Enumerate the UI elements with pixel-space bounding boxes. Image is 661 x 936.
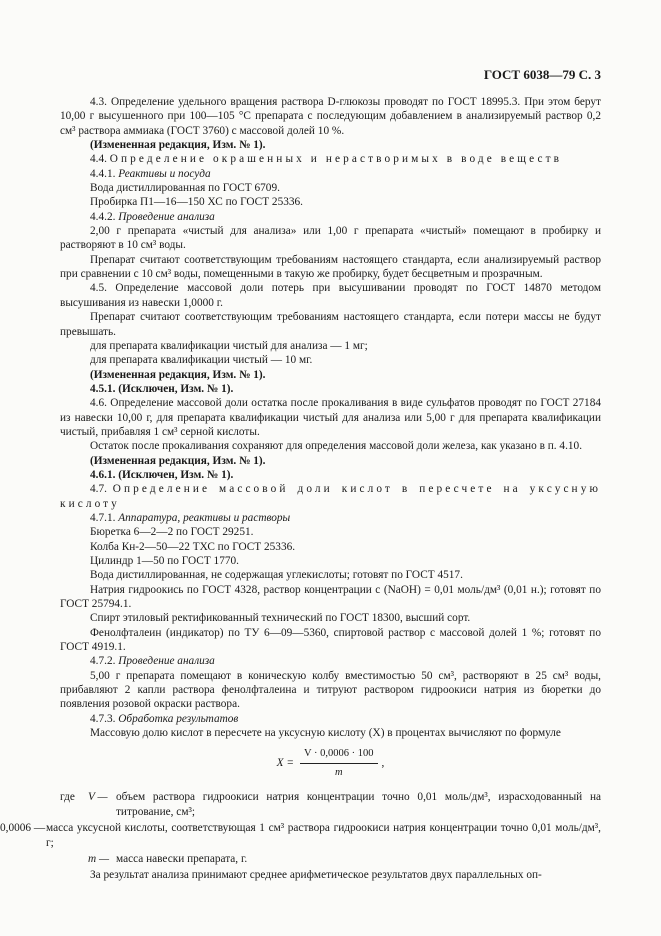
paragraph: 5,00 г препарата помещают в коническую колбу вместимостью 50 см³, растворяют в 25 см³ воды, прибавляют 2 капли раствора фенолфталеина и титруют раствором гидроокиси натрия из бюретки до появления розовой окраски раствора. (60, 669, 601, 711)
list-item: для препарата квалификации чистый для анализа — 1 мг; (90, 339, 368, 352)
reagent-item: Бюретка 6—2—2 по ГОСТ 29251. (90, 526, 254, 539)
section-4-5: 4.5. Определение массовой доли потерь при высушивании проводят по ГОСТ 14870 методом высушивания из навески 1,0000 г. (60, 282, 601, 309)
document-body (0, 95, 601, 883)
definition-symbol: 0,0006 — (0, 822, 46, 835)
reagent-item: Цилиндр 1—50 по ГОСТ 1770. (90, 555, 239, 567)
revision-note: (Измененная редакция, Изм. № 1). (90, 454, 266, 467)
formula-numerator: V · 0,0006 · 100 (300, 747, 378, 764)
reagent-item: Натрия гидроокись по ГОСТ 4328, раствор концентрации с (NaOH) = 0,01 моль/дм³ (0,01 н.); готовят по ГОСТ 25794.1. (60, 583, 601, 611)
paragraph: Остаток после прокаливания сохраняют для определения массовой доли железа, как указано в п. 4.10. (90, 440, 583, 453)
reagent-item: Спирт этиловый ректификованный технический по ГОСТ 18300, высший сорт. (90, 612, 471, 625)
formula-denominator: m (334, 766, 343, 778)
formula (60, 742, 601, 784)
section-4-7-heading (60, 482, 601, 511)
section-4-6-1: 4.6.1. (Исключен, Изм. № 1). (90, 468, 234, 481)
section-4-7-2-heading (60, 654, 601, 668)
section-number: 4.7.2. (90, 655, 116, 668)
section-number: 4.4. (90, 153, 107, 166)
section-title: Проведение анализа (118, 655, 215, 668)
page-header: ГОСТ 6038—79 С. 3 (483, 67, 601, 82)
section-number: 4.4.2. (90, 210, 116, 223)
section-title: Определение массовой доли кислот в пересчете на уксусную кислоту (60, 483, 601, 510)
section-number: 4.7.3. (90, 712, 116, 725)
definition-text: масса уксусной кислоты, соответствующая 1 см³ раствора гидроокиси натрия концентрации точно 0,01 моль/дм³, г; (46, 822, 601, 849)
section-title: Обработка результатов (118, 712, 239, 725)
paragraph: Препарат считают соответствующим требованиям настоящего стандарта, если анализируемый раствор при сравнении с 10 см³ воды, помещенными в такую же пробирку, будет бесцветным и прозрачным. (60, 253, 601, 281)
reagent-item: Колба Кн-2—50—22 ТХС по ГОСТ 25336. (90, 540, 296, 553)
paragraph: За результат анализа принимают среднее арифметическое результатов двух параллельных оп- (90, 869, 542, 882)
section-title: Реактивы и посуда (118, 167, 211, 180)
reagent-item: Пробирка П1—16—150 ХС по ГОСТ 25336. (90, 196, 303, 209)
section-number: 4.7. (90, 483, 107, 496)
section-4-4-heading (60, 152, 601, 166)
list-item: для препарата квалификации чистый — 10 мг. (90, 354, 313, 367)
formula-tail: , (381, 757, 385, 770)
definition-text: масса навески препарата, г. (116, 852, 248, 865)
section-number: 4.4.1. (90, 167, 116, 180)
section-number: 4.7.1. (90, 511, 116, 524)
definition-item (0, 821, 601, 850)
definition-symbol: m — (88, 852, 110, 865)
paragraph: 2,00 г препарата «чистый для анализа» или 1,00 г препарата «чистый» помещают в пробирку и растворяют в 10 см³ воды. (60, 225, 601, 252)
definition-item (60, 852, 601, 866)
definition-item (60, 790, 601, 819)
definitions (0, 790, 601, 866)
formula-fraction (300, 747, 378, 781)
section-4-5-1: 4.5.1. (Исключен, Изм. № 1). (90, 382, 234, 395)
section-4-7-1-heading (60, 511, 601, 525)
section-4-3: 4.3. Определение удельного вращения раствора D-глюкозы проводят по ГОСТ 18995.3. При этом берут 10,00 г высушенного при 100—105 °С препарата с последующим добавлением в анализируемый раствор 0,2 см³ раствора аммиака (ГОСТ 3760) с массовой долей 10 %. (60, 96, 601, 137)
revision-note: (Измененная редакция, Изм. № 1). (90, 368, 266, 381)
formula-lhs: X = (276, 757, 294, 770)
section-4-4-2-heading (60, 210, 601, 224)
reagent-item: Вода дистиллированная по ГОСТ 6709. (90, 182, 280, 195)
section-4-7-3-heading (60, 712, 601, 726)
paragraph: Массовую долю кислот в пересчете на уксусную кислоту (X) в процентах вычисляют по формуле (90, 727, 561, 740)
definition-symbol: V — (88, 791, 108, 804)
section-4-6: 4.6. Определение массовой доли остатка после прокаливания в виде сульфатов проводят по ГОСТ 27184 из навески 10,00 г, для препарата квалификации чистый для анализа или 5,00 г для препарата квалификации чистый, прибавляя 1 см³ серной кислоты. (60, 397, 601, 438)
section-title: Определение окрашенных и нерастворимых в воде веществ (109, 153, 563, 166)
definition-prefix: где (60, 791, 75, 804)
definition-text: объем раствора гидроокиси натрия концентрации точно 0,01 моль/дм³, израсходованный на титрование, см³; (116, 791, 601, 818)
paragraph: Препарат считают соответствующим требованиям настоящего стандарта, если потери массы не будут превышать. (60, 311, 601, 338)
section-4-4-1-heading (60, 167, 601, 181)
revision-note: (Измененная редакция, Изм. № 1). (90, 139, 266, 152)
reagent-item: Вода дистиллированная, не содержащая углекислоты; готовят по ГОСТ 4517. (90, 569, 463, 582)
section-title: Проведение анализа (118, 210, 215, 223)
reagent-item: Фенолфталеин (индикатор) по ТУ 6—09—5360, спиртовой раствор с массовой долей 1 %; готовят по ГОСТ 4919.1. (60, 626, 601, 654)
section-title: Аппаратура, реактивы и растворы (118, 511, 291, 524)
